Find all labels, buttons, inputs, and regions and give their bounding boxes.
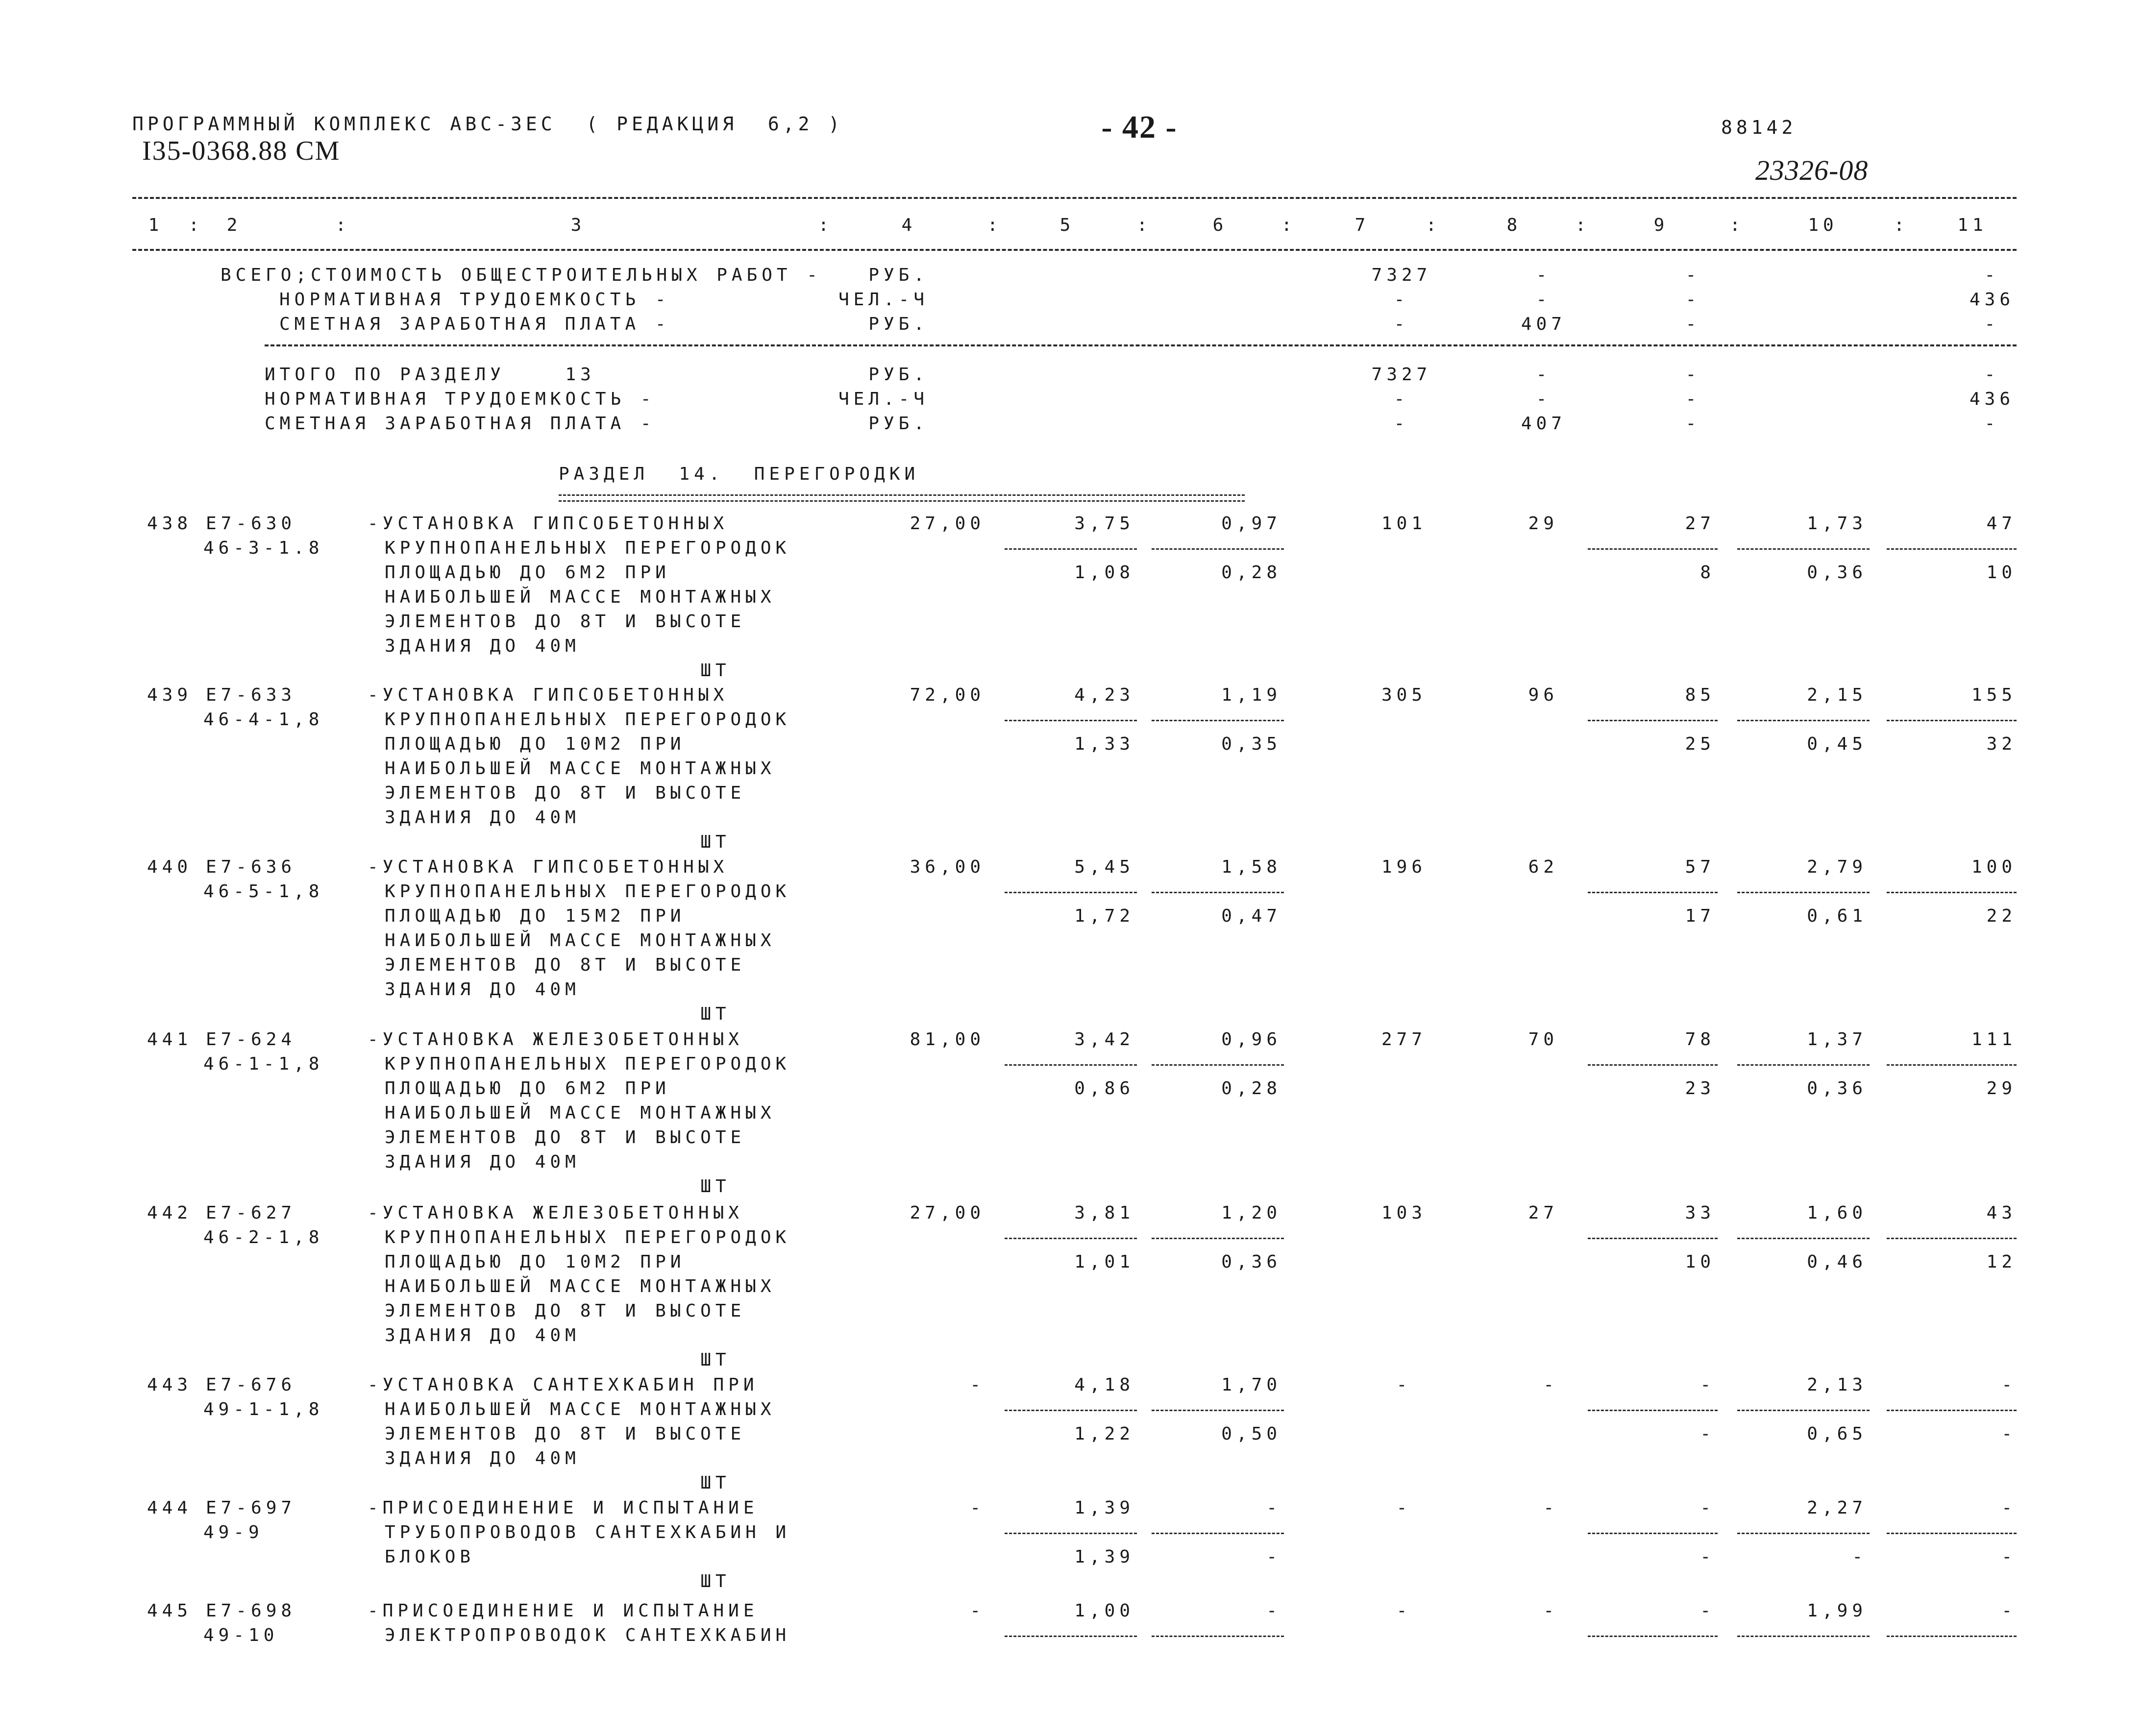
summary-col11: 436	[1969, 290, 2015, 310]
entry-col11-top: 43	[1986, 1203, 2017, 1223]
entry-col11-top: -	[2001, 1375, 2017, 1395]
entry-col5-top: 3,81	[1074, 1203, 1134, 1223]
entry-quantity: 72,00	[910, 685, 985, 705]
entry-unit: ШТ	[700, 1004, 731, 1024]
summary-col8: 407	[1521, 314, 1567, 334]
entry-fraction-rule	[1005, 1636, 1137, 1637]
entry-number: 438	[147, 513, 193, 534]
entry-description-line: НАИБОЛЬШЕЙ МАССЕ МОНТАЖНЫХ	[385, 1103, 776, 1123]
entry-col8: -	[1543, 1601, 1558, 1621]
entry-col9-bottom: 17	[1685, 906, 1715, 926]
entry-description-line: БЛОКОВ	[385, 1547, 475, 1567]
entry-fraction-rule	[1152, 1238, 1284, 1239]
entry-fraction-rule	[1737, 548, 1870, 550]
entry-col9-top: -	[1700, 1601, 1715, 1621]
entry-col5-top: 1,39	[1074, 1498, 1134, 1518]
entry-number: 442	[147, 1203, 193, 1223]
entry-description-line: -УСТАНОВКА ЖЕЛЕЗОБЕТОННЫХ	[368, 1029, 743, 1050]
entry-col10-bottom: 0,65	[1807, 1424, 1867, 1444]
entry-fraction-rule	[1152, 1533, 1284, 1534]
entry-fraction-rule	[1152, 720, 1284, 721]
entry-unit: ШТ	[700, 1350, 731, 1370]
entry-description-line: КРУПНОПАНЕЛЬНЫХ ПЕРЕГОРОДОК	[385, 1227, 791, 1247]
entry-unit: ШТ	[700, 832, 731, 852]
code-right: 88142	[1721, 117, 1797, 138]
entry-col7: 196	[1381, 857, 1427, 877]
entry-description-line: ЗДАНИЯ ДО 40М	[385, 807, 580, 828]
summary-label: НОРМАТИВНАЯ ТРУДОЕМКОСТЬ -	[265, 389, 656, 409]
entry-description-line: ЭЛЕМЕНТОВ ДО 8Т И ВЫСОТЕ	[385, 1424, 746, 1444]
entry-col6-top: 0,96	[1221, 1029, 1281, 1050]
entry-col5-bottom: 1,33	[1074, 734, 1134, 754]
entry-code: Е7-636	[206, 857, 296, 877]
entry-fraction-rule	[1737, 1064, 1870, 1066]
column-header-7: 7	[1354, 215, 1370, 235]
entry-description-line: НАИБОЛЬШЕЙ МАССЕ МОНТАЖНЫХ	[385, 758, 776, 779]
entry-fraction-rule	[1887, 1238, 2017, 1239]
entry-col9-bottom: 8	[1700, 562, 1715, 583]
handwritten-number: 23326-08	[1755, 154, 1869, 186]
entry-subcode: 46-2-1,8	[203, 1227, 324, 1247]
column-separator-7: :	[1426, 215, 1441, 235]
entry-col6-top: 1,19	[1221, 685, 1281, 705]
summary-label: ВСЕГО;СТОИМОСТЬ ОБЩЕСТРОИТЕЛЬНЫХ РАБОТ -	[221, 265, 822, 285]
entry-col11-top: -	[2001, 1498, 2017, 1518]
entry-number: 440	[147, 857, 193, 877]
entry-fraction-rule	[1887, 1636, 2017, 1637]
entry-col8: 29	[1528, 513, 1558, 534]
column-separator-3: :	[818, 215, 834, 235]
column-header-9: 9	[1653, 215, 1669, 235]
entry-fraction-rule	[1152, 1410, 1284, 1411]
entry-quantity: -	[970, 1601, 985, 1621]
column-separator-10: :	[1894, 215, 1909, 235]
column-separator-2: :	[335, 215, 351, 235]
entry-fraction-rule	[1005, 1238, 1137, 1239]
entry-fraction-rule	[1152, 1636, 1284, 1637]
summary-col7: -	[1394, 389, 1409, 409]
entry-description-line: ПЛОЩАДЬЮ ДО 6М2 ПРИ	[385, 562, 670, 583]
entry-col11-top: 100	[1971, 857, 2017, 877]
entry-description-line: ПЛОЩАДЬЮ ДО 15М2 ПРИ	[385, 906, 686, 926]
entry-fraction-rule	[1152, 1064, 1284, 1066]
summary-unit: РУБ.	[868, 414, 929, 434]
column-separator-5: :	[1136, 215, 1152, 235]
entry-description-line: НАИБОЛЬШЕЙ МАССЕ МОНТАЖНЫХ	[385, 1276, 776, 1296]
summary-unit: ЧЕЛ.-Ч	[838, 389, 929, 409]
summary-col7: -	[1394, 290, 1409, 310]
entry-col10-top: 2,79	[1807, 857, 1867, 877]
column-separator-6: :	[1281, 215, 1297, 235]
column-header-5: 5	[1059, 215, 1075, 235]
entry-col6-bottom: 0,28	[1221, 562, 1281, 583]
entry-fraction-rule	[1588, 1238, 1718, 1239]
entry-subcode: 46-5-1,8	[203, 881, 324, 902]
entry-col10-top: 1,99	[1807, 1601, 1867, 1621]
entry-description-line: ПЛОЩАДЬЮ ДО 10М2 ПРИ	[385, 1252, 686, 1272]
entry-col6-top: -	[1266, 1498, 1281, 1518]
column-separator-8: :	[1575, 215, 1591, 235]
entry-col8: 70	[1528, 1029, 1558, 1050]
entry-description-line: -УСТАНОВКА ГИПСОБЕТОННЫХ	[368, 513, 729, 534]
column-header-8: 8	[1506, 215, 1522, 235]
column-header-1: 1	[148, 215, 164, 235]
entry-code: Е7-627	[206, 1203, 296, 1223]
summary-col11: -	[1984, 265, 2000, 285]
summary-col9: -	[1685, 314, 1701, 334]
entry-code: Е7-633	[206, 685, 296, 705]
entry-fraction-rule	[1588, 720, 1718, 721]
entry-col10-top: 1,73	[1807, 513, 1867, 534]
entry-description-line: ЗДАНИЯ ДО 40М	[385, 979, 580, 1000]
entry-fraction-rule	[1737, 1238, 1870, 1239]
entry-description-line: -ПРИСОЕДИНЕНИЕ И ИСПЫТАНИЕ	[368, 1601, 759, 1621]
entry-code: Е7-624	[206, 1029, 296, 1050]
entry-col6-bottom: 0,35	[1221, 734, 1281, 754]
summary-col9: -	[1685, 265, 1701, 285]
column-separator-4: :	[987, 215, 1003, 235]
entry-quantity: 27,00	[910, 1203, 985, 1223]
entry-col9-top: 33	[1685, 1203, 1715, 1223]
column-separator-1: :	[188, 215, 204, 235]
entry-col5-top: 5,45	[1074, 857, 1134, 877]
entry-fraction-rule	[1005, 1410, 1137, 1411]
entry-quantity: 36,00	[910, 857, 985, 877]
page-number: - 42 -	[1101, 109, 1178, 145]
entry-col7: -	[1396, 1601, 1412, 1621]
entry-fraction-rule	[1588, 1533, 1718, 1534]
column-header-10: 10	[1808, 215, 1838, 235]
entry-quantity: -	[970, 1375, 985, 1395]
entry-unit: ШТ	[700, 1571, 731, 1591]
entry-col7: 101	[1381, 513, 1427, 534]
entry-col5-top: 3,42	[1074, 1029, 1134, 1050]
summary-col9: -	[1685, 389, 1701, 409]
entry-subcode: 46-3-1.8	[203, 538, 324, 558]
column-header-11: 11	[1957, 215, 1988, 235]
summary-col11: 436	[1969, 389, 2015, 409]
summary-label: НОРМАТИВНАЯ ТРУДОЕМКОСТЬ -	[279, 290, 670, 310]
entry-col9-bottom: -	[1700, 1424, 1715, 1444]
entry-col7: 103	[1381, 1203, 1427, 1223]
entry-col10-top: 1,60	[1807, 1203, 1867, 1223]
entry-col11-bottom: -	[2001, 1547, 2017, 1567]
entry-description-line: НАИБОЛЬШЕЙ МАССЕ МОНТАЖНЫХ	[385, 930, 776, 951]
entry-description-line: КРУПНОПАНЕЛЬНЫХ ПЕРЕГОРОДОК	[385, 709, 791, 730]
entry-col10-top: 2,13	[1807, 1375, 1867, 1395]
summary-col8: 407	[1521, 414, 1567, 434]
summary-col7: 7327	[1371, 265, 1432, 285]
entry-fraction-rule	[1588, 1410, 1718, 1411]
entry-description-line: -УСТАНОВКА САНТЕХКАБИН ПРИ	[368, 1375, 759, 1395]
entry-description-line: КРУПНОПАНЕЛЬНЫХ ПЕРЕГОРОДОК	[385, 538, 791, 558]
entry-description-line: КРУПНОПАНЕЛЬНЫХ ПЕРЕГОРОДОК	[385, 881, 791, 902]
entry-fraction-rule	[1737, 1410, 1870, 1411]
section-title-underline	[559, 494, 1245, 502]
entry-subcode: 46-4-1,8	[203, 709, 324, 730]
entry-description-line: ПЛОЩАДЬЮ ДО 6М2 ПРИ	[385, 1078, 670, 1099]
entry-col9-top: -	[1700, 1375, 1715, 1395]
summary-col8: -	[1536, 365, 1551, 385]
entry-number: 443	[147, 1375, 193, 1395]
entry-col6-top: 1,58	[1221, 857, 1281, 877]
entry-fraction-rule	[1005, 1064, 1137, 1066]
summary-col7: -	[1394, 414, 1409, 434]
entry-description-line: НАИБОЛЬШЕЙ МАССЕ МОНТАЖНЫХ	[385, 1399, 776, 1419]
column-header-rule	[132, 249, 2017, 251]
entry-col5-bottom: 0,86	[1074, 1078, 1134, 1099]
entry-fraction-rule	[1588, 892, 1718, 893]
column-separator-9: :	[1729, 215, 1745, 235]
entry-col11-bottom: 29	[1986, 1078, 2017, 1099]
document-code: I35-0368.88 СМ	[142, 136, 341, 166]
summary-label: СМЕТНАЯ ЗАРАБОТНАЯ ПЛАТА -	[265, 414, 656, 434]
entry-col10-bottom: 0,36	[1807, 562, 1867, 583]
entry-description-line: ЭЛЕМЕНТОВ ДО 8Т И ВЫСОТЕ	[385, 611, 746, 632]
entry-fraction-rule	[1737, 720, 1870, 721]
entry-col11-bottom: 10	[1986, 562, 2017, 583]
entry-fraction-rule	[1005, 548, 1137, 550]
entry-col6-bottom: 0,36	[1221, 1252, 1281, 1272]
entry-col6-bottom: 0,28	[1221, 1078, 1281, 1099]
entry-fraction-rule	[1887, 1410, 2017, 1411]
summary-col7: 7327	[1371, 365, 1432, 385]
entry-col9-top: -	[1700, 1498, 1715, 1518]
summary-col11: -	[1984, 414, 2000, 434]
entry-description-line: НАИБОЛЬШЕЙ МАССЕ МОНТАЖНЫХ	[385, 587, 776, 607]
entry-col6-bottom: 0,50	[1221, 1424, 1281, 1444]
entry-col11-bottom: 22	[1986, 906, 2017, 926]
entry-col11-top: 47	[1986, 513, 2017, 534]
summary-separator-rule	[265, 344, 2017, 346]
summary-label: ИТОГО ПО РАЗДЕЛУ 13	[265, 365, 595, 385]
entry-fraction-rule	[1152, 892, 1284, 893]
entry-description-line: ЗДАНИЯ ДО 40М	[385, 636, 580, 656]
entry-col5-bottom: 1,72	[1074, 906, 1134, 926]
entry-col10-top: 2,15	[1807, 685, 1867, 705]
entry-number: 444	[147, 1498, 193, 1518]
entry-col6-top: 1,70	[1221, 1375, 1281, 1395]
entry-col5-top: 3,75	[1074, 513, 1134, 534]
entry-col6-bottom: -	[1266, 1547, 1281, 1567]
entry-col6-top: -	[1266, 1601, 1281, 1621]
entry-description-line: ЭЛЕМЕНТОВ ДО 8Т И ВЫСОТЕ	[385, 1127, 746, 1148]
entry-description-line: -УСТАНОВКА ГИПСОБЕТОННЫХ	[368, 685, 729, 705]
entry-col6-top: 0,97	[1221, 513, 1281, 534]
program-title: ПРОГРАММНЫЙ КОМПЛЕКС АВС-3ЕС ( РЕДАКЦИЯ 6,2 )	[132, 113, 844, 135]
entry-quantity: 81,00	[910, 1029, 985, 1050]
entry-code: Е7-630	[206, 513, 296, 534]
entry-fraction-rule	[1887, 1533, 2017, 1534]
entry-fraction-rule	[1588, 1064, 1718, 1066]
entry-fraction-rule	[1887, 1064, 2017, 1066]
entry-col8: -	[1543, 1498, 1558, 1518]
entry-col8: 62	[1528, 857, 1558, 877]
entry-col7: -	[1396, 1375, 1412, 1395]
entry-description-line: ПЛОЩАДЬЮ ДО 10М2 ПРИ	[385, 734, 686, 754]
entry-col5-top: 4,23	[1074, 685, 1134, 705]
section-title: РАЗДЕЛ 14. ПЕРЕГОРОДКИ	[559, 464, 920, 484]
entry-fraction-rule	[1737, 892, 1870, 893]
entry-col11-bottom: 12	[1986, 1252, 2017, 1272]
entry-col8: 27	[1528, 1203, 1558, 1223]
table-top-rule	[132, 197, 2017, 199]
entry-col9-top: 78	[1685, 1029, 1715, 1050]
entry-description-line: ЭЛЕМЕНТОВ ДО 8Т И ВЫСОТЕ	[385, 1301, 746, 1321]
summary-col9: -	[1685, 365, 1701, 385]
entry-code: Е7-676	[206, 1375, 296, 1395]
entry-description-line: ЭЛЕМЕНТОВ ДО 8Т И ВЫСОТЕ	[385, 955, 746, 975]
entry-col8: 96	[1528, 685, 1558, 705]
entry-col10-bottom: 0,46	[1807, 1252, 1867, 1272]
entry-col11-top: -	[2001, 1601, 2017, 1621]
entry-col5-top: 4,18	[1074, 1375, 1134, 1395]
entry-description-line: ЗДАНИЯ ДО 40М	[385, 1152, 580, 1172]
entry-fraction-rule	[1887, 720, 2017, 721]
entry-description-line: ЗДАНИЯ ДО 40М	[385, 1325, 580, 1345]
column-header-2: 2	[226, 215, 242, 235]
entry-col11-top: 111	[1971, 1029, 2017, 1050]
entry-subcode: 49-9	[203, 1522, 264, 1542]
entry-description-line: -УСТАНОВКА ГИПСОБЕТОННЫХ	[368, 857, 729, 877]
entry-col10-bottom: 0,61	[1807, 906, 1867, 926]
entry-number: 439	[147, 685, 193, 705]
entry-fraction-rule	[1887, 892, 2017, 893]
summary-col8: -	[1536, 265, 1551, 285]
entry-col10-top: 1,37	[1807, 1029, 1867, 1050]
summary-col7: -	[1394, 314, 1409, 334]
entry-col5-bottom: 1,08	[1074, 562, 1134, 583]
entry-unit: ШТ	[700, 1176, 731, 1197]
entry-col7: 305	[1381, 685, 1427, 705]
summary-col8: -	[1536, 290, 1551, 310]
summary-col9: -	[1685, 290, 1701, 310]
entry-col5-bottom: 1,39	[1074, 1547, 1134, 1567]
entry-code: Е7-697	[206, 1498, 296, 1518]
summary-unit: РУБ.	[868, 314, 929, 334]
entry-col10-bottom: -	[1852, 1547, 1867, 1567]
entry-description-line: -ПРИСОЕДИНЕНИЕ И ИСПЫТАНИЕ	[368, 1498, 759, 1518]
entry-col9-top: 57	[1685, 857, 1715, 877]
summary-col8: -	[1536, 389, 1551, 409]
entry-col11-top: 155	[1971, 685, 2017, 705]
summary-col11: -	[1984, 365, 2000, 385]
entry-description-line: -УСТАНОВКА ЖЕЛЕЗОБЕТОННЫХ	[368, 1203, 743, 1223]
entry-description-line: ЭЛЕМЕНТОВ ДО 8Т И ВЫСОТЕ	[385, 783, 746, 803]
entry-unit: ШТ	[700, 660, 731, 681]
entry-col5-bottom: 1,01	[1074, 1252, 1134, 1272]
entry-description-line: ТРУБОПРОВОДОВ САНТЕХКАБИН И	[385, 1522, 791, 1542]
entry-subcode: 49-1-1,8	[203, 1399, 324, 1419]
entry-fraction-rule	[1737, 1533, 1870, 1534]
entry-col9-bottom: -	[1700, 1547, 1715, 1567]
entry-number: 441	[147, 1029, 193, 1050]
entry-fraction-rule	[1737, 1636, 1870, 1637]
summary-label: СМЕТНАЯ ЗАРАБОТНАЯ ПЛАТА -	[279, 314, 670, 334]
entry-unit: ШТ	[700, 1473, 731, 1493]
entry-col8: -	[1543, 1375, 1558, 1395]
entry-col5-bottom: 1,22	[1074, 1424, 1134, 1444]
entry-description-line: ЗДАНИЯ ДО 40М	[385, 1448, 580, 1468]
entry-col9-bottom: 23	[1685, 1078, 1715, 1099]
entry-col5-top: 1,00	[1074, 1601, 1134, 1621]
entry-col9-top: 27	[1685, 513, 1715, 534]
entry-col11-bottom: -	[2001, 1424, 2017, 1444]
entry-col9-top: 85	[1685, 685, 1715, 705]
summary-unit: РУБ.	[868, 265, 929, 285]
entry-description-line: ЭЛЕКТРОПРОВОДОК САНТЕХКАБИН	[385, 1625, 791, 1645]
entry-col7: 277	[1381, 1029, 1427, 1050]
entry-fraction-rule	[1588, 548, 1718, 550]
column-header-3: 3	[570, 215, 586, 235]
entry-col9-bottom: 10	[1685, 1252, 1715, 1272]
entry-code: Е7-698	[206, 1601, 296, 1621]
entry-col6-top: 1,20	[1221, 1203, 1281, 1223]
summary-unit: ЧЕЛ.-Ч	[838, 290, 929, 310]
entry-fraction-rule	[1005, 720, 1137, 721]
entry-col9-bottom: 25	[1685, 734, 1715, 754]
entry-col10-top: 2,27	[1807, 1498, 1867, 1518]
entry-col10-bottom: 0,36	[1807, 1078, 1867, 1099]
entry-description-line: КРУПНОПАНЕЛЬНЫХ ПЕРЕГОРОДОК	[385, 1054, 791, 1074]
entry-fraction-rule	[1005, 892, 1137, 893]
entry-quantity: -	[970, 1498, 985, 1518]
summary-col11: -	[1984, 314, 2000, 334]
entry-subcode: 49-10	[203, 1625, 279, 1645]
entry-fraction-rule	[1152, 548, 1284, 550]
entry-subcode: 46-1-1,8	[203, 1054, 324, 1074]
entry-fraction-rule	[1005, 1533, 1137, 1534]
entry-number: 445	[147, 1601, 193, 1621]
column-header-4: 4	[901, 215, 917, 235]
entry-col11-bottom: 32	[1986, 734, 2017, 754]
entry-col10-bottom: 0,45	[1807, 734, 1867, 754]
column-header-6: 6	[1212, 215, 1228, 235]
entry-fraction-rule	[1887, 548, 2017, 550]
summary-col9: -	[1685, 414, 1701, 434]
entry-col7: -	[1396, 1498, 1412, 1518]
entry-quantity: 27,00	[910, 513, 985, 534]
entry-fraction-rule	[1588, 1636, 1718, 1637]
summary-unit: РУБ.	[868, 365, 929, 385]
entry-col6-bottom: 0,47	[1221, 906, 1281, 926]
